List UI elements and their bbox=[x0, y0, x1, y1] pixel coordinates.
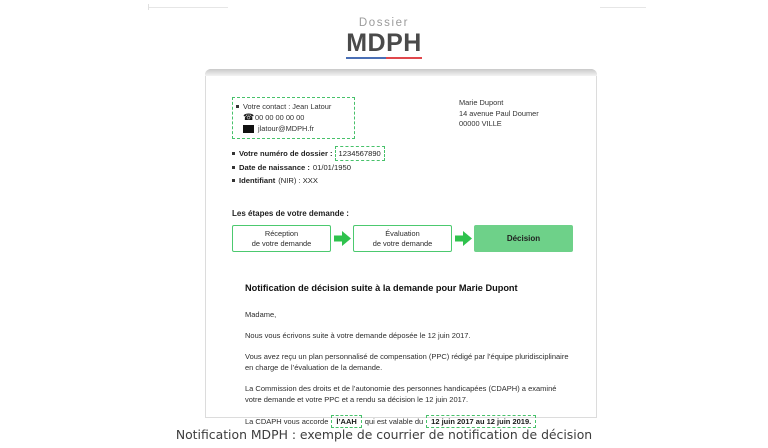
letter-paragraph-1: Nous vous écrivons suite à votre demande déposée le 12 juin 2017. bbox=[245, 331, 471, 340]
addressee-street: 14 avenue Paul Doumer bbox=[459, 108, 539, 118]
arrow-right-icon bbox=[452, 225, 474, 252]
birthdate-line bbox=[232, 161, 472, 174]
logo-top-text: Dossier bbox=[358, 17, 410, 29]
contact-label: Votre contact : Jean Latour bbox=[243, 102, 332, 111]
contact-phone: 00 00 00 00 00 bbox=[255, 113, 305, 122]
arrow-right-icon bbox=[331, 225, 353, 252]
birthdate-value: 01/01/1950 bbox=[312, 163, 351, 172]
steps-title: Les étapes de votre demande : bbox=[232, 209, 349, 218]
dossier-number-line bbox=[232, 146, 472, 161]
letter-paragraph-3: La Commission des droits et de l’autonomie des personnes handicapées (CDAPH) a examiné votre demande et votre PPC et a rendu sa décision le 12 juin 2017. bbox=[245, 384, 557, 404]
identifier-label: Identifiant bbox=[239, 176, 276, 185]
letter-paragraph-2: Vous avez reçu un plan personnalisé de compensation (PPC) rédigé par l’équipe pluridisciplinaire en charge de l’évaluation de la demande. bbox=[245, 352, 569, 372]
document-card bbox=[205, 70, 597, 426]
contact-phone-line bbox=[236, 112, 350, 123]
dossier-number-value: 1234567890 bbox=[335, 146, 385, 161]
top-divider-left bbox=[148, 7, 228, 8]
letter-body bbox=[245, 282, 570, 428]
step-evaluation bbox=[353, 225, 452, 252]
square-bullet-icon bbox=[232, 166, 235, 169]
step-decision-line1: Décision bbox=[506, 233, 541, 243]
logo-md-text: MD bbox=[346, 29, 387, 57]
top-divider-right bbox=[600, 7, 646, 8]
letter-title: Notification de décision suite à la demande pour Marie Dupont bbox=[245, 283, 518, 293]
dossier-info-list bbox=[232, 146, 472, 187]
step-decision bbox=[474, 225, 573, 252]
envelope-icon bbox=[243, 125, 254, 133]
contact-email-line bbox=[236, 123, 350, 134]
top-tick-mark bbox=[148, 4, 149, 10]
phone-icon: ☎ bbox=[243, 112, 255, 122]
contact-name-line bbox=[236, 101, 350, 112]
validity-period-highlight: 12 juin 2017 au 12 juin 2019. bbox=[426, 415, 536, 428]
document-inner bbox=[206, 70, 596, 426]
addressee-block bbox=[459, 98, 539, 130]
benefit-prefix: l’ bbox=[336, 417, 341, 426]
logo-main-text bbox=[346, 30, 422, 59]
step-evaluation-line2: de votre demande bbox=[372, 238, 433, 248]
step-reception-line2: de votre demande bbox=[251, 238, 312, 248]
addressee-city: 00000 VILLE bbox=[459, 119, 502, 129]
square-bullet-icon bbox=[236, 105, 239, 108]
identifier-value: (NIR) : XXX bbox=[278, 176, 318, 185]
contact-highlight-box bbox=[232, 97, 355, 139]
steps-row bbox=[232, 225, 573, 252]
final-middle-text: qui est valable du bbox=[364, 417, 424, 426]
identifier-line bbox=[232, 174, 472, 187]
step-reception-line1: Réception bbox=[264, 228, 299, 238]
logo-ph-text: PH bbox=[386, 29, 422, 57]
square-bullet-icon bbox=[232, 152, 235, 155]
figure-caption: Notification MDPH : exemple de courrier de notification de décision bbox=[175, 427, 593, 442]
letter-salutation: Madame, bbox=[245, 310, 277, 319]
step-reception bbox=[232, 225, 331, 252]
contact-email: jlatour@MDPH.fr bbox=[258, 124, 314, 133]
addressee-name: Marie Dupont bbox=[459, 98, 504, 107]
dossier-number-label: Votre numéro de dossier : bbox=[239, 149, 333, 158]
mdph-logo bbox=[0, 17, 768, 59]
final-prefix-text: La CDAPH vous accorde bbox=[245, 417, 329, 426]
birthdate-label: Date de naissance : bbox=[239, 163, 310, 172]
step-evaluation-line1: Évaluation bbox=[385, 228, 420, 238]
benefit-name: AAH bbox=[340, 417, 357, 426]
square-bullet-icon bbox=[232, 179, 235, 182]
